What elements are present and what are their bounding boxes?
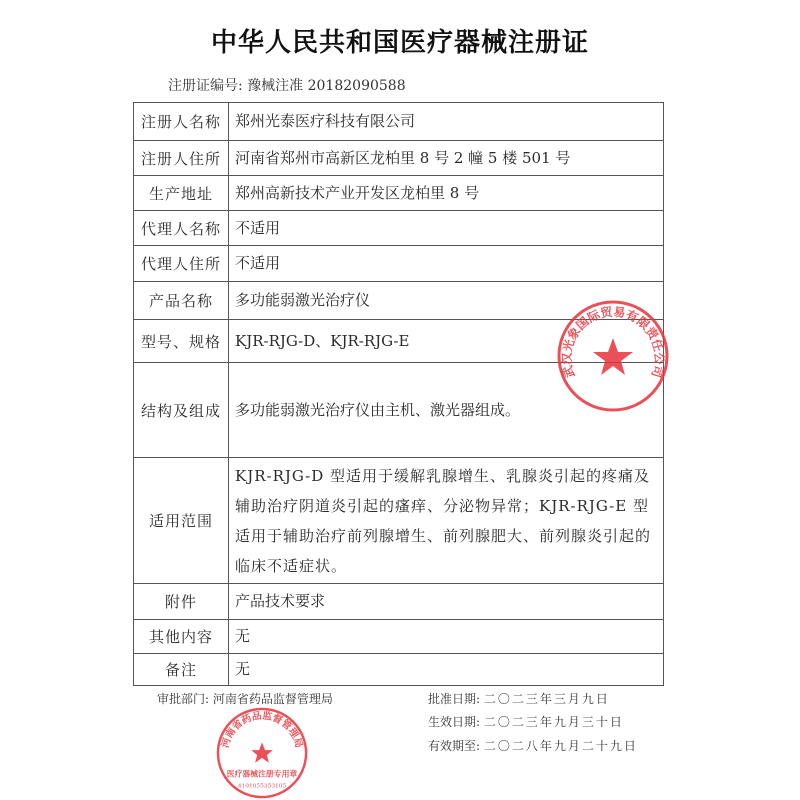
row-label: 注册人名称 [134,103,229,141]
row-label: 型号、规格 [134,320,229,363]
row-value: KJR-RJG-D 型适用于缓解乳腺增生、乳腺炎引起的疼痛及辅助治疗阴道炎引起的瘙痒、分泌物异常；KJR-RJG-E 型适用于辅助治疗前列腺增生、前列腺肥大、前列腺炎引起的临床不适症状。 [229,458,664,584]
row-value: 不适用 [229,211,664,246]
row-value: 无 [229,654,664,686]
table-row [134,282,664,320]
row-label: 适用范围 [134,458,229,584]
table-row [134,246,664,282]
row-value: 河南省郑州市高新区龙柏里 8 号 2 幢 5 楼 501 号 [229,141,664,176]
table-row [134,620,664,654]
row-value: 无 [229,620,664,654]
table-row [134,584,664,620]
effective-label: 生效日期: [428,715,481,729]
table-row [134,141,664,176]
effective-value: 二〇二三年九月三十日 [483,715,624,729]
row-label: 注册人住所 [134,141,229,176]
row-label: 产品名称 [134,282,229,320]
certificate-title: 中华人民共和国医疗器械注册证 [210,28,589,58]
row-label: 其他内容 [134,620,229,654]
dept-label: 审批部门: [157,692,210,706]
row-value: 不适用 [229,246,664,282]
row-label: 代理人名称 [134,211,229,246]
table-row [134,363,664,458]
reg-number-label: 注册证编号: [168,78,243,94]
table-row [134,211,664,246]
approval-department [157,690,333,707]
company-seal-text: 武汉光象国际贸易有限责任公司 [559,304,667,380]
table-row [134,654,664,686]
star-icon [251,742,273,763]
svg-text:河南省药品监督管理局 [218,709,306,750]
row-value: 郑州高新技术产业开发区龙柏里 8 号 [229,176,664,211]
table-row [134,320,664,363]
row-value: 多功能弱激光治疗仪由主机、激光器组成。 [229,363,664,458]
table-row [134,103,664,141]
expiry-value: 二〇二八年九月二十九日 [483,739,638,753]
expiry-label: 有效期至: [428,739,481,753]
approve-label: 批准日期: [428,692,481,706]
row-label: 生产地址 [134,176,229,211]
authority-seal [215,706,309,800]
expiry-date [428,737,638,754]
dept-value: 河南省药品监督管理局 [212,692,333,706]
authority-seal-text: 河南省药品监督管理局 [220,710,304,750]
effective-date [428,713,624,730]
row-value: 产品技术要求 [229,584,664,620]
authority-seal-code: 4101055353105 [237,783,287,790]
row-label: 代理人住所 [134,246,229,282]
row-value: 郑州光泰医疗科技有限公司 [229,103,664,141]
table-row [134,176,664,211]
approve-value: 二〇二三年三月九日 [483,692,610,706]
authority-seal-subtext: 医疗器械注册专用章 [226,769,298,779]
row-value: KJR-RJG-D、KJR-RJG-E [229,320,664,363]
reg-number-value: 豫械注准 20182090588 [247,78,406,94]
row-label: 备注 [134,654,229,686]
table-row [134,458,664,584]
row-label: 附件 [134,584,229,620]
registration-number [168,75,406,95]
row-label: 结构及组成 [134,363,229,458]
row-value: 多功能弱激光治疗仪 [229,282,664,320]
approval-date [428,690,610,707]
certificate-table [133,102,664,686]
